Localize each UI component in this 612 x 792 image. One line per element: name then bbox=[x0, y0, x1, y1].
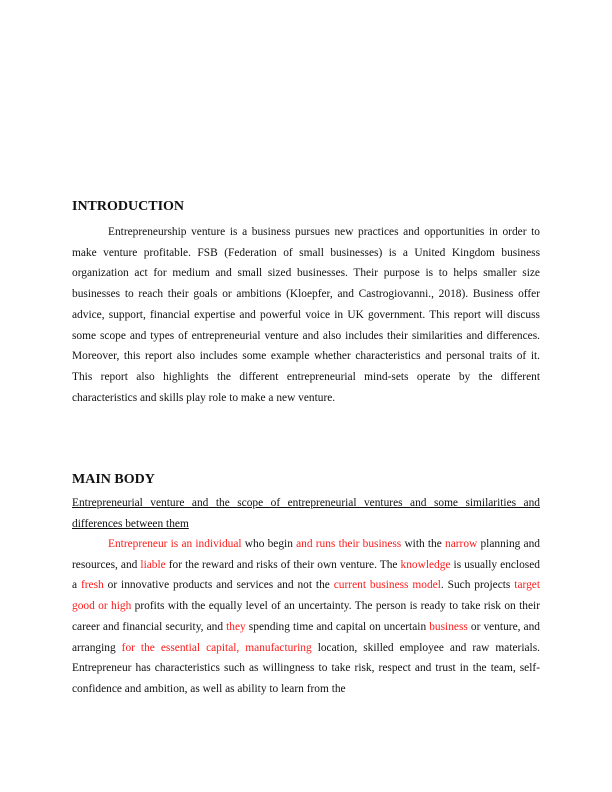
text-segment: is usually enclosed a bbox=[72, 558, 540, 592]
text-segment: who begin bbox=[241, 538, 297, 550]
text-segment: or venture, and arranging bbox=[72, 620, 540, 654]
main-body-heading: MAIN BODY bbox=[72, 472, 155, 487]
text-segment: with the bbox=[401, 538, 446, 550]
introduction-paragraph: Entrepreneurship venture is a business pursues new practices and opportunities in order to make venture profitable. FSB (Federation of small businesses) is a United Kingdom business organization act for medium and small sized businesses. Their purpose is to helps smaller size businesses to reach their goals or ambitions (Kloepfer, and Castrogiovanni., 2018). Business offer advice, support, financial expertise and powerful voice in UK government. This report will discuss some scope and types of entrepreneurial venture and also includes their similarities and differences. Moreover, this report also includes some example whether characteristics and personal traits of it. This report also highlights the different entrepreneurial mind-sets operate by the different characteristics and skills play role to make a new venture. bbox=[72, 226, 540, 404]
text-segment: Entrepreneur is an individual bbox=[108, 538, 242, 550]
text-segment: profits with the equally level of an uncertainty. The person is ready to take risk on their career and financial security, and bbox=[72, 600, 540, 633]
text-segment: or innovative products and services and not the bbox=[103, 579, 334, 592]
text-segment: current business model bbox=[333, 579, 441, 592]
text-segment: planning and resources, and bbox=[72, 538, 540, 571]
text-segment: knowledge bbox=[400, 558, 451, 571]
text-segment: for the essential capital, manufacturing bbox=[121, 641, 312, 654]
section-subheading: Entrepreneurial venture and the scope of entrepreneurial ventures and some similarities and differences between them bbox=[72, 497, 540, 530]
text-segment: they bbox=[226, 620, 246, 633]
main-body-paragraph bbox=[72, 534, 540, 700]
text-segment: narrow bbox=[445, 538, 478, 550]
text-segment: for the reward and risks of their own venture. The bbox=[165, 558, 401, 571]
text-segment: fresh bbox=[80, 579, 104, 592]
text-segment: target good or high bbox=[72, 579, 541, 613]
text-segment: business bbox=[429, 620, 468, 633]
text-segment: location, skilled employee and raw materials. Entrepreneur has characteristics such as willingness to take risk, respect and trust in the team, self-confidence and ambition, as well as ability to learn from the bbox=[72, 641, 540, 695]
text-segment: liable bbox=[140, 558, 166, 571]
text-segment: spending time and capital on uncertain bbox=[245, 620, 430, 633]
introduction-heading: INTRODUCTION bbox=[72, 199, 185, 214]
text-segment: and runs their business bbox=[296, 538, 402, 550]
text-segment: . Such projects bbox=[440, 579, 515, 592]
